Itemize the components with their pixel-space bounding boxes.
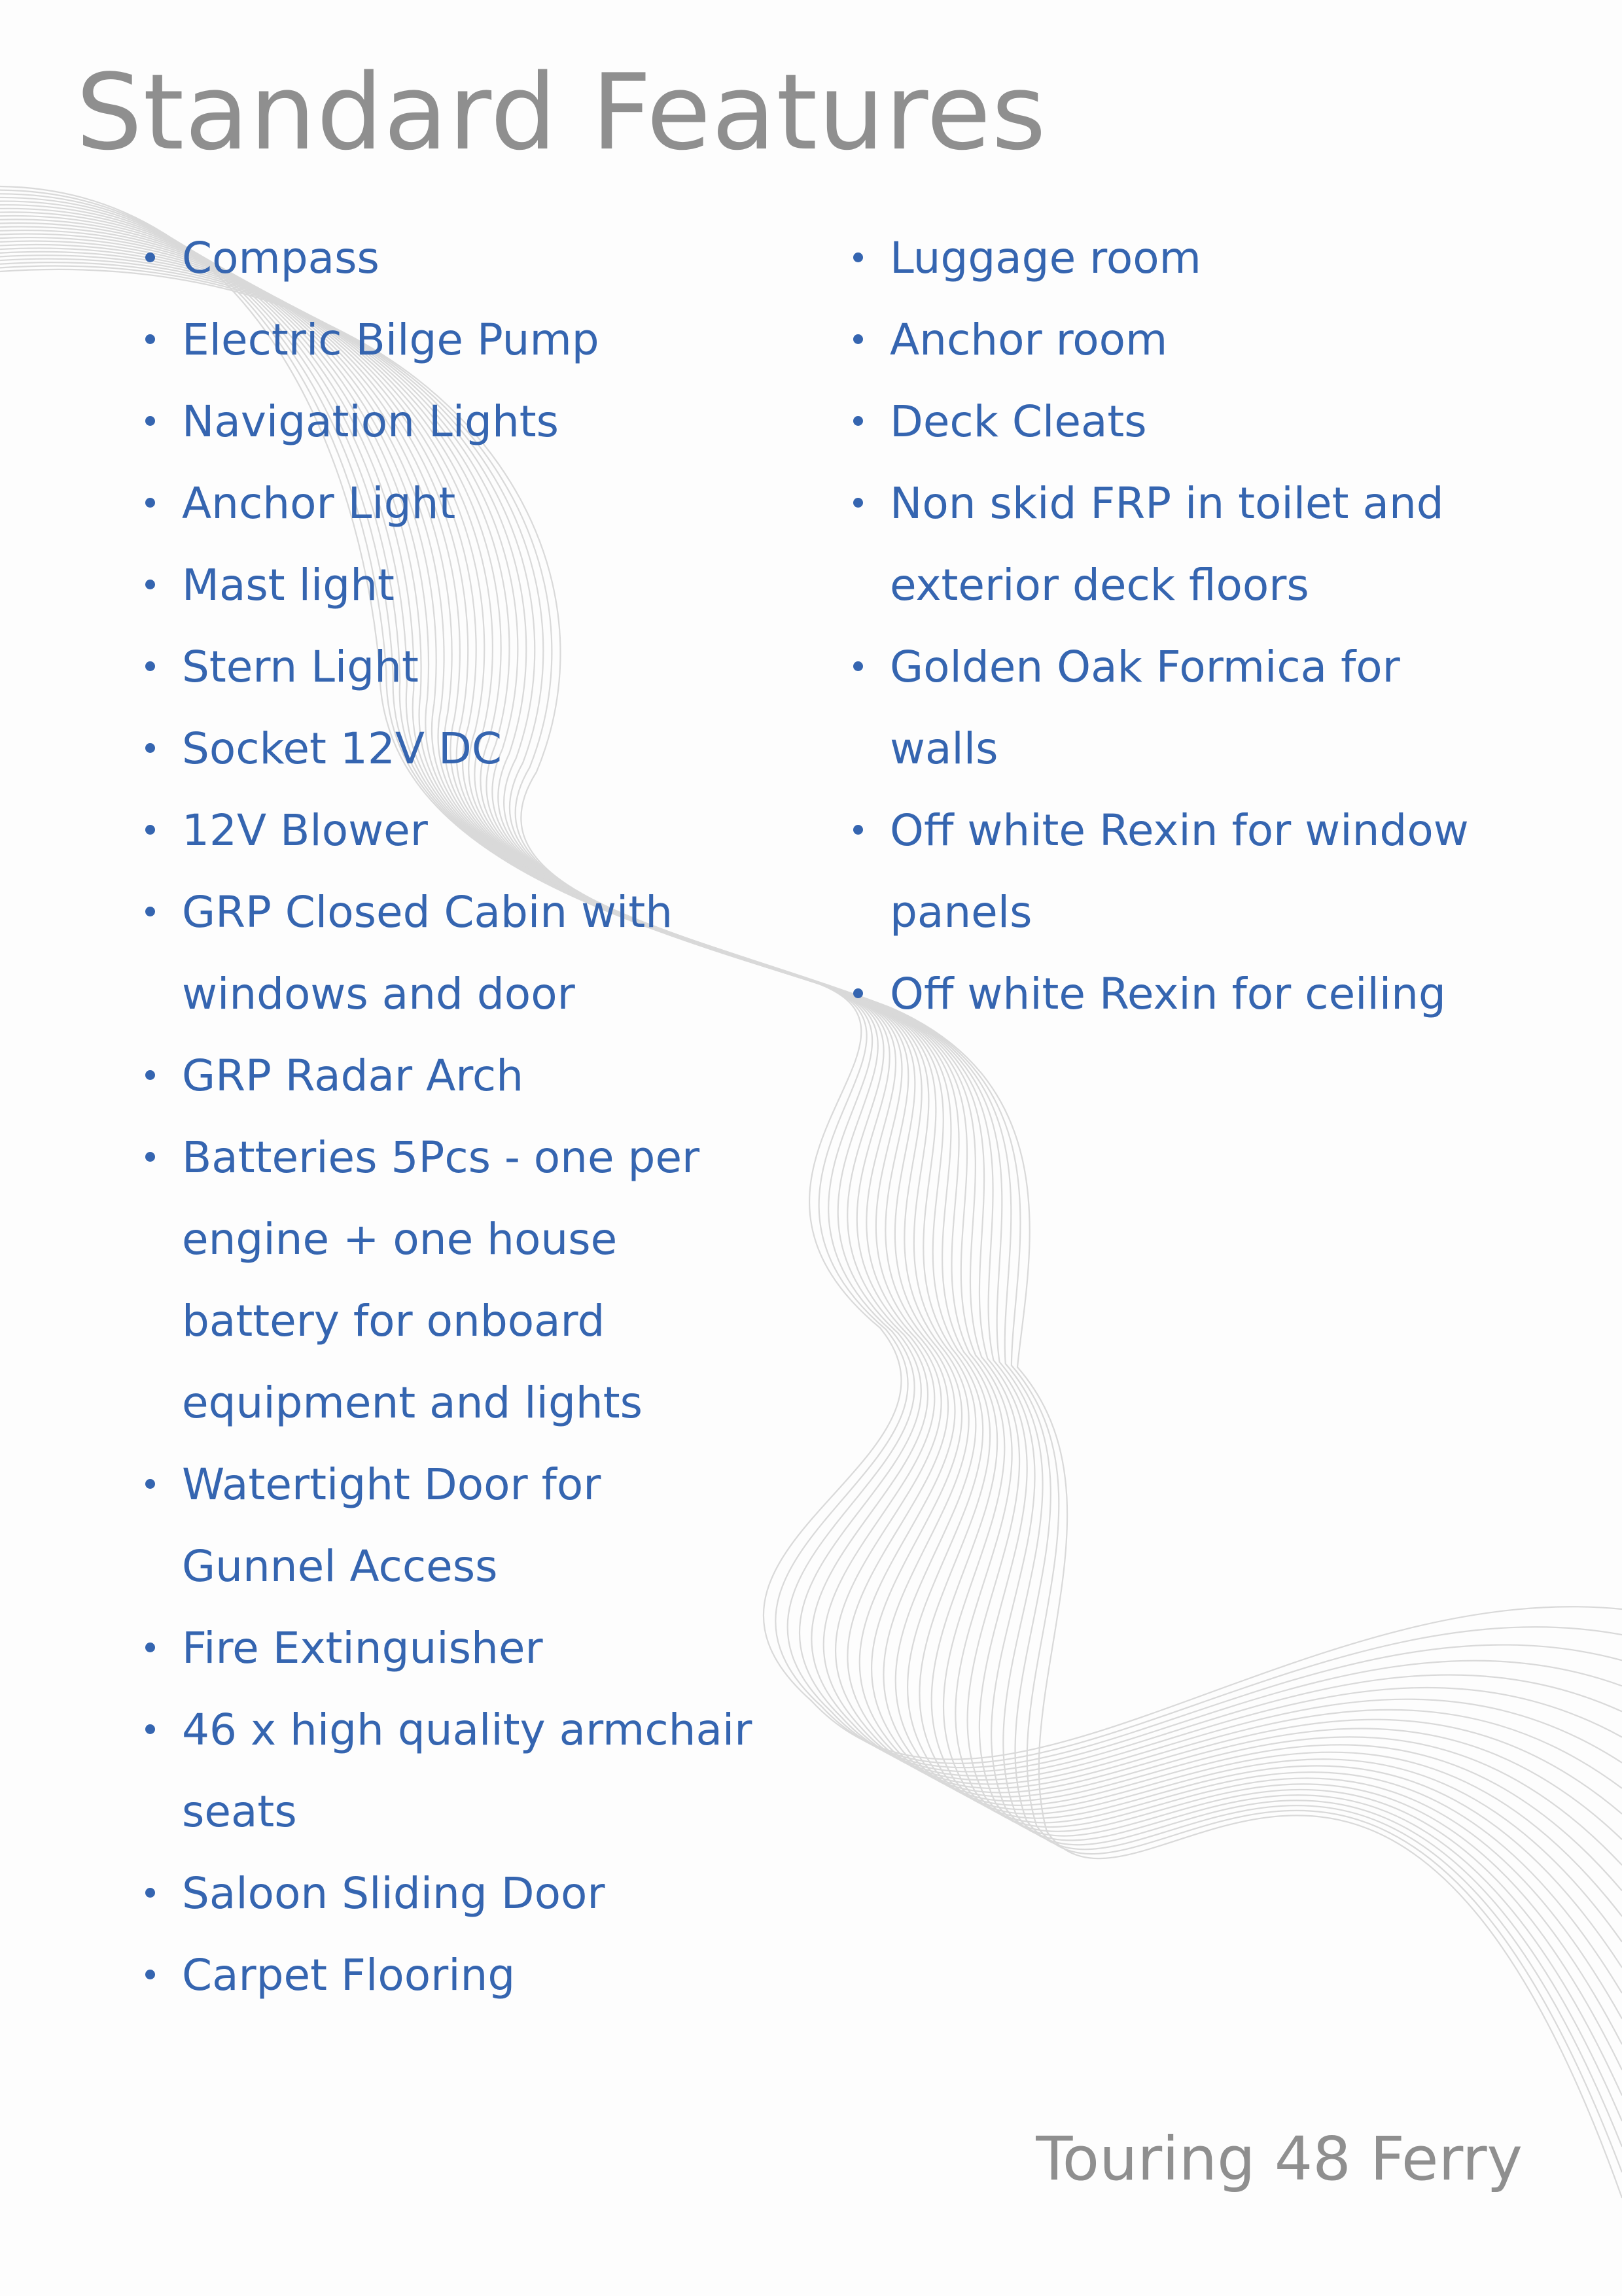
features-list-right bbox=[845, 217, 1565, 1035]
feature-text: windows and door bbox=[182, 969, 575, 1019]
bullet-icon bbox=[145, 1479, 155, 1489]
feature-text: Socket 12V DC bbox=[182, 723, 502, 774]
feature-text: battery for onboard bbox=[182, 1296, 605, 1346]
feature-text: Mast light bbox=[182, 560, 395, 610]
feature-item bbox=[137, 1035, 811, 1117]
feature-text: Compass bbox=[182, 233, 379, 283]
feature-text: seats bbox=[182, 1786, 297, 1837]
bullet-icon bbox=[853, 334, 863, 344]
feature-text: exterior deck floors bbox=[890, 560, 1309, 610]
feature-text: Anchor Light bbox=[182, 478, 456, 529]
feature-item bbox=[845, 953, 1565, 1035]
bullet-icon bbox=[145, 743, 155, 753]
feature-text: Electric Bilge Pump bbox=[182, 315, 599, 365]
page-title: Standard Features bbox=[76, 51, 1047, 173]
feature-item bbox=[137, 217, 811, 299]
bullet-icon bbox=[145, 1724, 155, 1734]
feature-text: Off white Rexin for ceiling bbox=[890, 969, 1446, 1019]
feature-text: GRP Closed Cabin with bbox=[182, 887, 673, 937]
feature-item bbox=[845, 790, 1565, 953]
feature-item bbox=[845, 299, 1565, 381]
features-list-left bbox=[137, 217, 811, 2016]
brand-name: Touring 48 Ferry bbox=[1036, 2124, 1523, 2194]
feature-item bbox=[137, 544, 811, 626]
feature-item bbox=[137, 1607, 811, 1689]
feature-text: Anchor room bbox=[890, 315, 1168, 365]
feature-item bbox=[137, 871, 811, 1035]
feature-text: Batteries 5Pcs - one per bbox=[182, 1132, 700, 1183]
bullet-icon bbox=[145, 825, 155, 835]
feature-item bbox=[845, 626, 1565, 790]
feature-text: Golden Oak Formica for bbox=[890, 642, 1400, 692]
feature-item bbox=[137, 381, 811, 462]
bullet-icon bbox=[853, 498, 863, 508]
feature-item bbox=[137, 1117, 811, 1444]
feature-text: equipment and lights bbox=[182, 1378, 643, 1428]
feature-item bbox=[845, 381, 1565, 462]
feature-text: Luggage room bbox=[890, 233, 1201, 283]
bullet-icon bbox=[145, 334, 155, 344]
feature-text: 12V Blower bbox=[182, 805, 428, 856]
bullet-icon bbox=[145, 1970, 155, 1979]
bullet-icon bbox=[145, 498, 155, 508]
feature-text: Stern Light bbox=[182, 642, 419, 692]
bullet-icon bbox=[145, 907, 155, 916]
feature-item bbox=[137, 790, 811, 871]
feature-text: panels bbox=[890, 887, 1032, 937]
feature-text: Deck Cleats bbox=[890, 396, 1147, 447]
feature-item bbox=[845, 217, 1565, 299]
bullet-icon bbox=[853, 825, 863, 835]
bullet-icon bbox=[145, 416, 155, 426]
feature-item bbox=[845, 462, 1565, 626]
feature-text: Gunnel Access bbox=[182, 1541, 498, 1592]
feature-text: walls bbox=[890, 723, 998, 774]
bullet-icon bbox=[853, 988, 863, 998]
feature-text: Off white Rexin for window bbox=[890, 805, 1469, 856]
feature-text: Non skid FRP in toilet and bbox=[890, 478, 1444, 529]
feature-text: Fire Extinguisher bbox=[182, 1623, 543, 1673]
feature-text: Carpet Flooring bbox=[182, 1950, 516, 2000]
bullet-icon bbox=[145, 1070, 155, 1080]
feature-item bbox=[137, 626, 811, 708]
bullet-icon bbox=[853, 416, 863, 426]
bullet-icon bbox=[145, 580, 155, 589]
bullet-icon bbox=[145, 1643, 155, 1652]
feature-item bbox=[137, 462, 811, 544]
feature-item bbox=[137, 1934, 811, 2016]
feature-text: engine + one house bbox=[182, 1214, 618, 1264]
bullet-icon bbox=[853, 252, 863, 262]
bullet-icon bbox=[145, 1152, 155, 1162]
feature-text: Navigation Lights bbox=[182, 396, 559, 447]
feature-text: 46 x high quality armchair bbox=[182, 1705, 752, 1755]
bullet-icon bbox=[145, 1888, 155, 1898]
feature-text: Saloon Sliding Door bbox=[182, 1868, 605, 1919]
feature-item bbox=[137, 1444, 811, 1607]
bullet-icon bbox=[853, 661, 863, 671]
bullet-icon bbox=[145, 661, 155, 671]
feature-item bbox=[137, 299, 811, 381]
feature-item bbox=[137, 1852, 811, 1934]
feature-item bbox=[137, 1689, 811, 1852]
feature-item bbox=[137, 708, 811, 790]
feature-text: GRP Radar Arch bbox=[182, 1051, 524, 1101]
feature-text: Watertight Door for bbox=[182, 1459, 601, 1510]
bullet-icon bbox=[145, 252, 155, 262]
